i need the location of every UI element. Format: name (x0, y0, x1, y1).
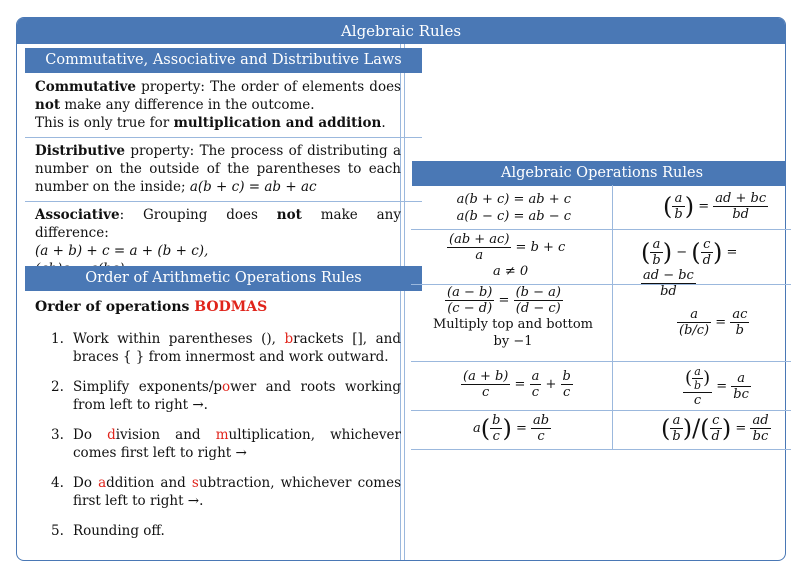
denominator: b (694, 379, 702, 392)
numerator: (a − b) (447, 285, 493, 300)
divider (25, 137, 422, 138)
rule-divide-fraction (677, 307, 749, 338)
item-text (73, 378, 401, 414)
denominator: (b/c) (679, 323, 710, 338)
denominator: c (482, 385, 490, 400)
text: ivision and (115, 427, 216, 443)
denominator: bd (732, 207, 750, 222)
denominator: (c − d) (447, 301, 493, 316)
numerator: c (710, 413, 722, 429)
numerator: a (650, 237, 662, 253)
rule-split-fraction (461, 369, 573, 400)
denominator: b (672, 429, 681, 444)
rule-nested-fraction (683, 365, 751, 408)
distributive-paragraph (35, 142, 401, 196)
paren: ) (502, 414, 512, 443)
page-title: Algebraic Rules (17, 18, 785, 44)
plus: + (545, 377, 557, 392)
fraction (710, 413, 722, 444)
term: Commutative (35, 79, 136, 95)
paren: ) (721, 414, 732, 443)
denominator: d (711, 429, 720, 444)
term: Distributive (35, 143, 125, 159)
paren: ) (712, 238, 723, 267)
rule-factor (447, 232, 597, 279)
numerator: b (492, 413, 501, 428)
rule-fraction-difference (641, 237, 791, 299)
section-title-algebraic-operations: Algebraic Operations Rules (412, 161, 786, 186)
rule-fraction-sum (663, 191, 768, 222)
numerator (683, 365, 712, 393)
denominator: c (531, 385, 540, 400)
denominator: bc (733, 387, 749, 402)
fraction (641, 268, 696, 299)
term: Associative (35, 207, 120, 223)
fraction (650, 237, 662, 268)
section-title-laws: Commutative, Associative and Distributive Laws (25, 48, 422, 73)
text: . (381, 115, 386, 131)
emphasis: not (35, 97, 61, 113)
denominator: c (492, 429, 500, 444)
paren: ( (480, 414, 491, 443)
rhs: = b + c (515, 240, 566, 255)
item-number: 4. (51, 475, 64, 491)
text: ubtraction, whichever comes first left to right →. (73, 475, 401, 509)
rule-distribute (443, 191, 571, 225)
paren: ( (691, 238, 701, 267)
highlight: d (107, 427, 116, 443)
denominator: b (674, 207, 683, 222)
numerator: b (562, 369, 571, 384)
denominator: bc (752, 429, 769, 444)
denominator: d (702, 253, 711, 268)
fraction (447, 232, 511, 263)
row-divider (411, 449, 791, 450)
text: rackets [], and braces { } from innermost and work outward. (73, 331, 401, 365)
item-number: 2. (51, 379, 64, 395)
emphasis: multiplication and addition (173, 115, 382, 131)
fraction (701, 237, 713, 268)
text: Do (73, 475, 99, 491)
numerator: a (731, 371, 751, 387)
formula: a(b + c) = ab + c (456, 192, 571, 207)
paren: ( (663, 192, 673, 221)
highlight: s (191, 475, 199, 491)
formula: a(b + c) = ab + ac (189, 179, 317, 195)
item-text (73, 474, 401, 510)
text: make any difference: (35, 207, 401, 241)
rule-multiply-fraction (473, 413, 551, 444)
rule-divide-fractions (661, 413, 771, 444)
equals: = (698, 199, 710, 214)
commutative-paragraph (35, 78, 401, 132)
fraction (490, 413, 502, 444)
fraction (514, 285, 563, 316)
text: wer and roots working from left to right →. (73, 379, 401, 413)
text: This is only true for (35, 115, 174, 131)
order-heading (35, 298, 401, 316)
text: property: The order of elements does (135, 79, 401, 95)
text: : Grouping does (119, 207, 277, 223)
note: Multiply top and bottom (432, 317, 593, 332)
text: Do (73, 427, 108, 443)
numerator: ad + bc (715, 191, 767, 206)
item-number: 3. (51, 427, 64, 443)
rule-negate (427, 285, 607, 350)
equals: = (515, 421, 527, 436)
numerator: (a + b) (463, 369, 509, 384)
column-divider (404, 44, 405, 561)
row-divider (411, 410, 791, 411)
fraction (713, 191, 768, 222)
fraction (692, 365, 703, 392)
numerator: ab (533, 413, 550, 428)
numerator: a (677, 307, 711, 323)
formula: (a + b) + c = a + (b + c), (35, 243, 209, 259)
factor: a (473, 421, 481, 436)
fraction (672, 191, 684, 222)
equals: = (514, 377, 526, 392)
numerator: a (672, 191, 684, 207)
denominator: (d − c) (515, 301, 561, 316)
text: property: The process of distributing a number on the outside of the parentheses to each number on the inside; (35, 143, 401, 195)
highlight: o (222, 379, 231, 395)
highlight: b (284, 331, 294, 347)
numerator: ad − bc (643, 268, 694, 283)
denominator: bd (660, 284, 677, 299)
equals: = (735, 421, 747, 436)
item-number: 1. (51, 331, 64, 347)
fraction (730, 307, 749, 338)
highlight: a (98, 475, 107, 491)
formula: a(b − c) = ab − c (456, 209, 571, 224)
text: ddition and (106, 475, 192, 491)
fraction (561, 369, 573, 400)
section-title-order: Order of Arithmetic Operations Rules (25, 266, 422, 291)
denominator: c (537, 429, 545, 444)
numerator: ac (732, 307, 748, 322)
text: make any difference in the outcome. (60, 97, 315, 113)
numerator: ad (752, 413, 769, 428)
numerator: (ab + ac) (449, 232, 510, 247)
paren: ) (684, 192, 695, 221)
text: ultiplication, whichever comes first left to right → (73, 427, 401, 461)
fraction (750, 413, 770, 444)
emphasis: not (276, 207, 302, 223)
item-text: Rounding off. (73, 523, 165, 539)
equals: = (716, 379, 728, 394)
fraction (445, 285, 494, 316)
heading-text: Order of operations (35, 299, 195, 315)
equals: = (715, 315, 727, 330)
denominator: c (563, 385, 571, 400)
numerator: c (701, 237, 713, 253)
highlight: m (215, 427, 229, 443)
numerator: a (670, 413, 682, 429)
text: Work within parentheses (), (73, 331, 285, 347)
denominator: a (475, 248, 484, 263)
denominator: b (652, 253, 661, 268)
numerator: (b − a) (515, 285, 561, 300)
fraction (731, 371, 751, 402)
denominator: b (735, 323, 744, 338)
equals: = (498, 293, 510, 308)
fraction (461, 369, 510, 400)
fraction (683, 365, 712, 408)
fraction (531, 413, 551, 444)
note: by −1 (493, 334, 533, 349)
paren: ) (682, 414, 693, 443)
fraction (530, 369, 542, 400)
bodmas-label: BODMAS (194, 299, 268, 315)
slash: / (692, 414, 701, 443)
condition: a ≠ 0 (493, 264, 529, 279)
denominator: c (693, 393, 702, 408)
row-divider (411, 361, 791, 362)
fraction (677, 307, 711, 338)
minus: − (676, 245, 688, 260)
paren: ( (685, 367, 693, 389)
numerator: a (692, 365, 703, 379)
item-text (73, 330, 401, 366)
item-text (73, 426, 401, 462)
paren: ) (662, 238, 673, 267)
paren: ) (703, 367, 711, 389)
paren: ( (700, 414, 710, 443)
item-number: 5. (51, 523, 64, 539)
text: Simplify exponents/p (73, 379, 223, 395)
divider (25, 201, 422, 202)
paren: ( (641, 238, 651, 267)
numerator: a (531, 369, 540, 384)
row-divider (411, 229, 791, 230)
fraction (670, 413, 682, 444)
paren: ( (661, 414, 671, 443)
equals: = (726, 245, 738, 260)
